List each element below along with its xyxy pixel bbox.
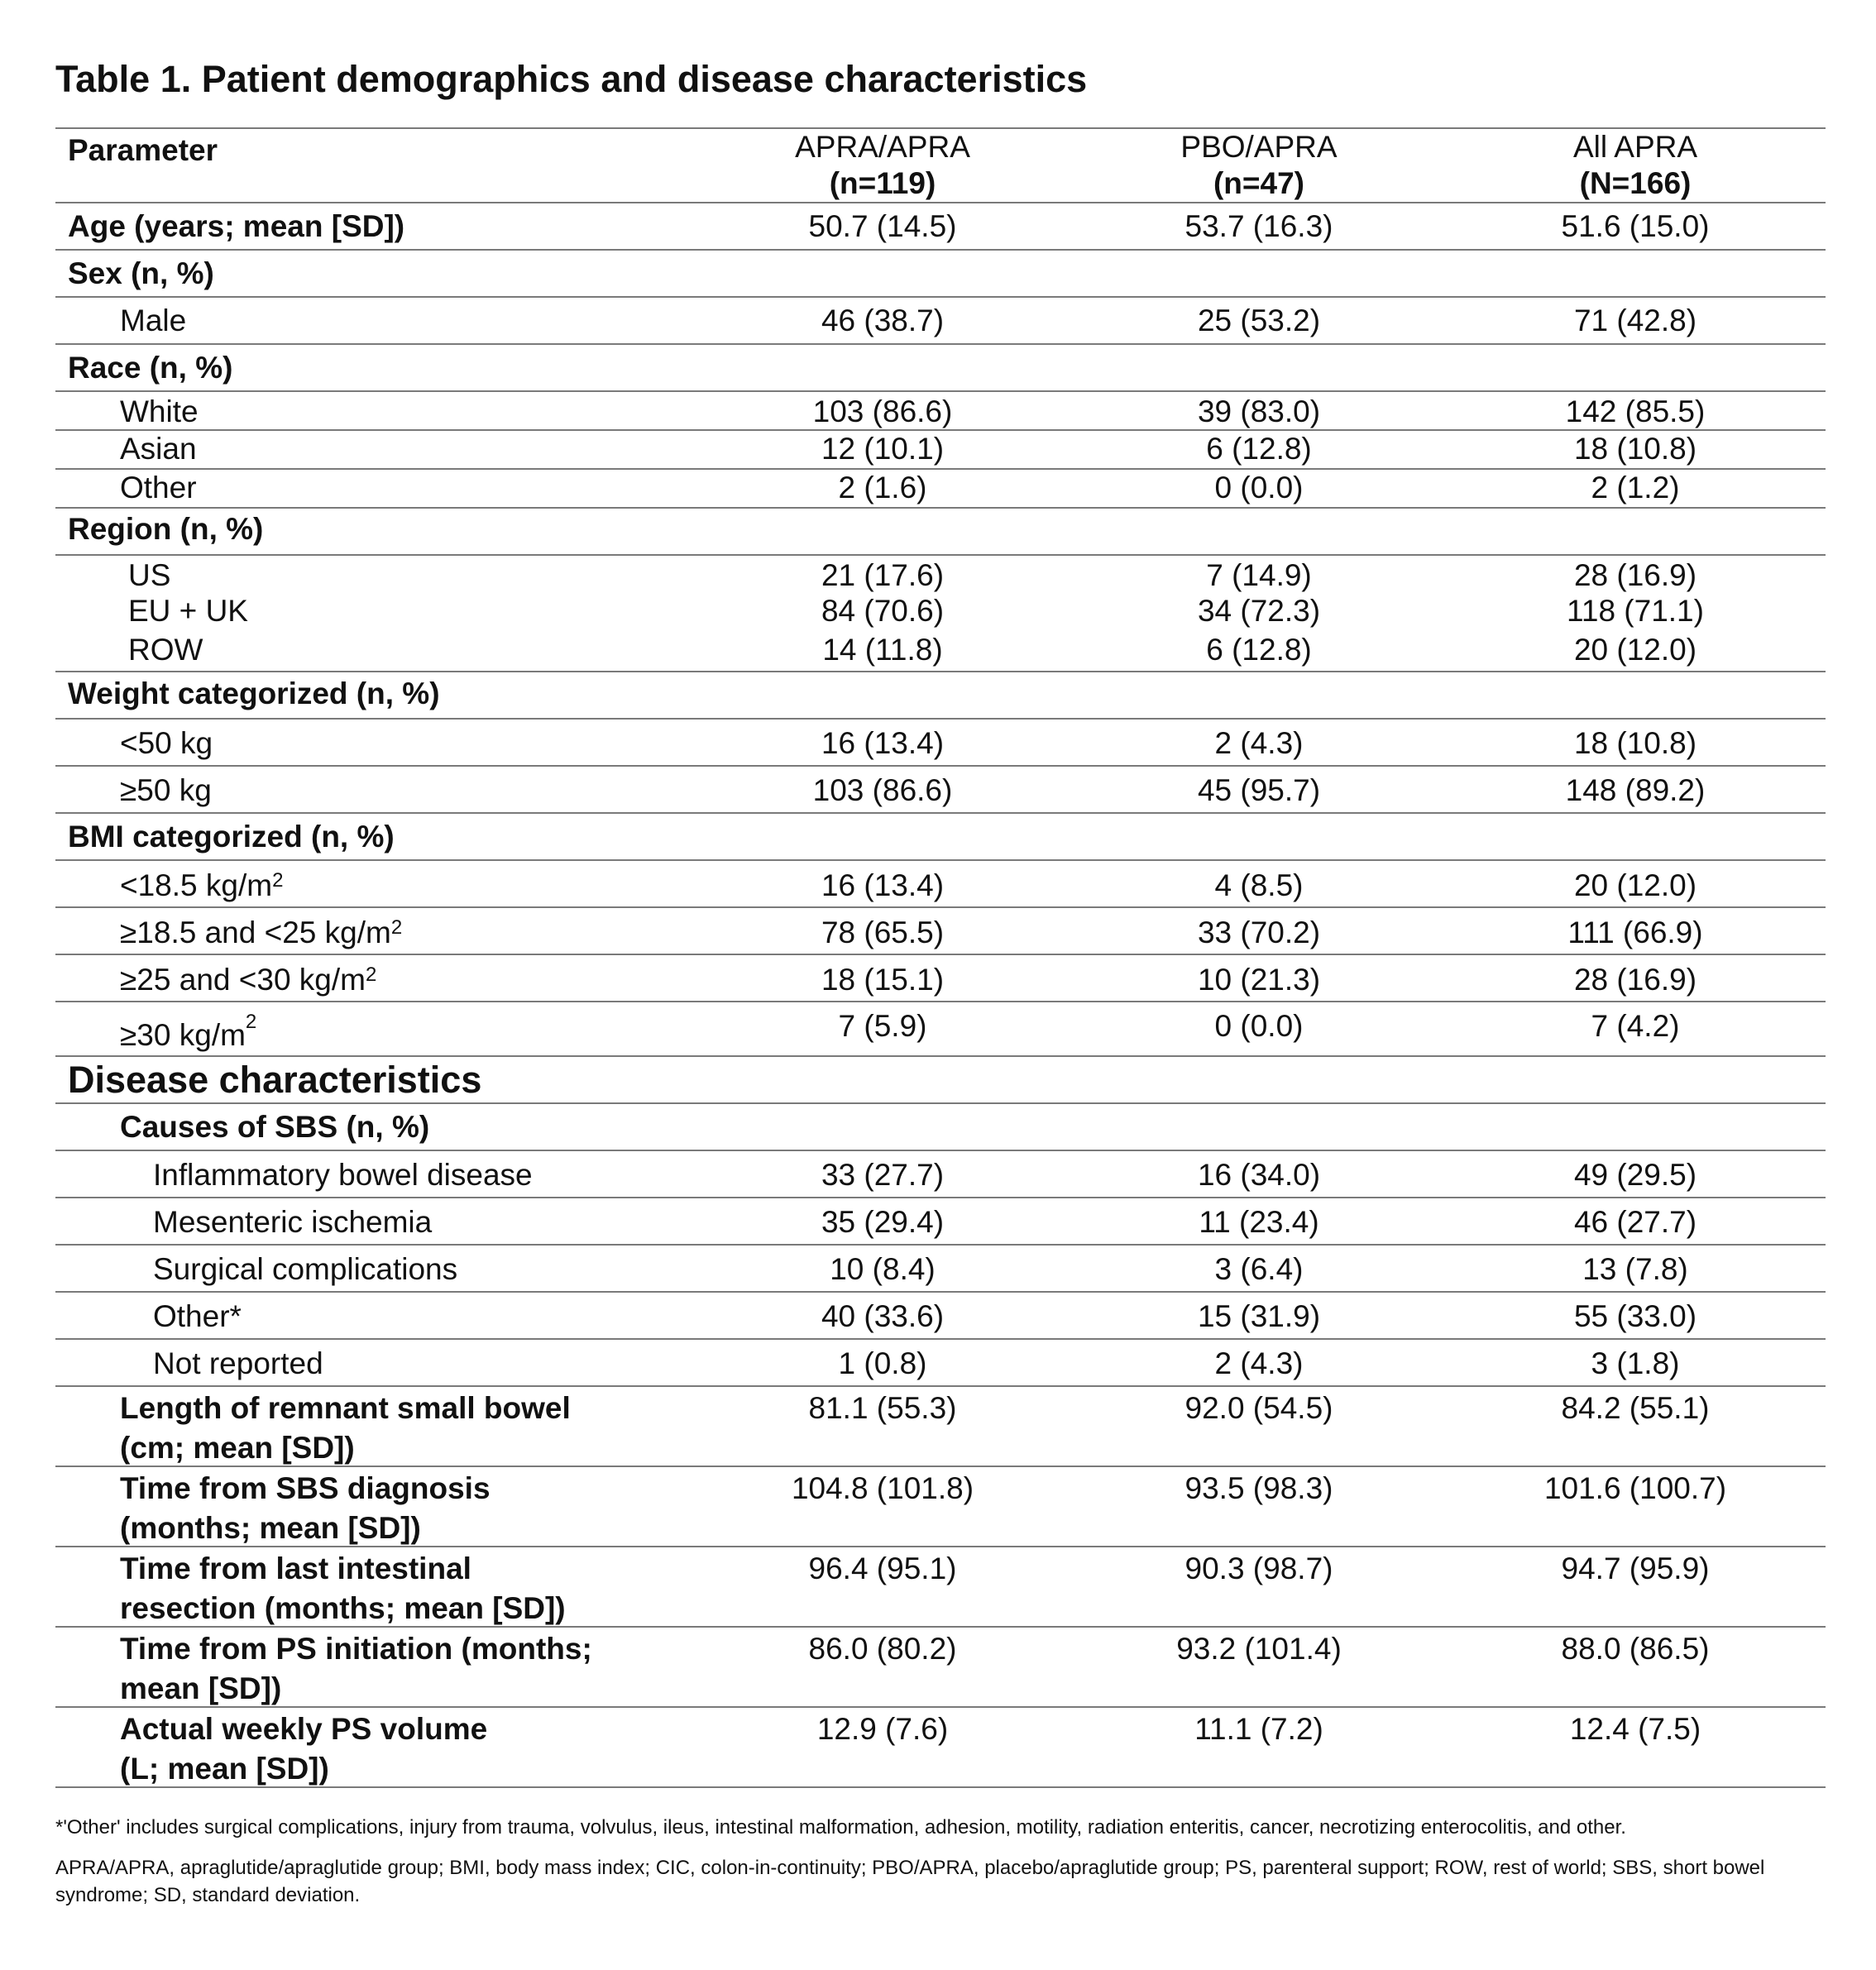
subsection-row: [55, 1102, 1826, 1150]
table-row: [55, 1706, 1826, 1788]
row-label: <50 kg: [120, 726, 213, 760]
row-label-line1: Length of remnant small bowel: [120, 1391, 571, 1425]
superscript: 2: [272, 869, 284, 892]
value-pbo-apra: 4 (8.5): [1214, 868, 1304, 902]
table-row: [55, 554, 1826, 593]
value-apra-apra: 18 (15.1): [821, 963, 945, 997]
table-row: [55, 1338, 1826, 1385]
value-pbo-apra: 25 (53.2): [1197, 304, 1321, 337]
value-all-apra: 101.6 (100.7): [1543, 1471, 1727, 1505]
value-apra-apra: 96.4 (95.1): [808, 1552, 957, 1585]
value-apra-apra: 103 (86.6): [812, 394, 953, 428]
row-label: Other: [120, 471, 197, 504]
value-apra-apra: 50.7 (14.5): [808, 209, 957, 243]
table-row: [55, 1150, 1826, 1197]
row-label: Not reported: [153, 1346, 323, 1380]
value-all-apra: 71 (42.8): [1573, 304, 1697, 337]
value-apra-apra: 12 (10.1): [821, 432, 945, 466]
table-row: [55, 954, 1826, 1001]
value-apra-apra: 78 (65.5): [821, 916, 945, 949]
row-label: [120, 1709, 487, 1789]
row-label-line2: (months; mean [SD]): [120, 1511, 421, 1545]
header-col1-n: (n=119): [829, 166, 936, 200]
value-pbo-apra: 39 (83.0): [1197, 394, 1321, 428]
value-all-apra: 13 (7.8): [1582, 1252, 1688, 1286]
row-label: US: [128, 558, 171, 592]
row-label: Other*: [153, 1299, 242, 1333]
value-pbo-apra: 6 (12.8): [1206, 633, 1312, 667]
row-label-text: ≥25 and <30 kg/m: [120, 963, 366, 997]
table-row: [55, 1546, 1826, 1626]
value-pbo-apra: 90.3 (98.7): [1184, 1552, 1333, 1585]
value-apra-apra: 35 (29.4): [821, 1205, 945, 1239]
section-row: [55, 812, 1826, 859]
header-apra-apra: [692, 129, 1073, 202]
header-all-apra: [1445, 129, 1826, 202]
row-label: Male: [120, 304, 187, 337]
value-pbo-apra: 16 (34.0): [1197, 1158, 1321, 1192]
row-label: [120, 1629, 592, 1709]
row-label: Asian: [120, 432, 197, 466]
header-parameter: Parameter: [68, 133, 218, 167]
header-col3-name: All APRA: [1572, 130, 1698, 164]
row-label: [120, 1469, 491, 1548]
value-pbo-apra: 33 (70.2): [1197, 916, 1321, 949]
value-pbo-apra: 93.2 (101.4): [1176, 1632, 1342, 1666]
row-label: Inflammatory bowel disease: [153, 1158, 533, 1192]
value-all-apra: 49 (29.5): [1573, 1158, 1697, 1192]
table-title: Table 1. Patient demographics and disease characteristics: [55, 58, 1088, 100]
value-apra-apra: 33 (27.7): [821, 1158, 945, 1192]
value-pbo-apra: 0 (0.0): [1214, 471, 1304, 504]
value-pbo-apra: 53.7 (16.3): [1184, 209, 1333, 243]
row-label: Mesenteric ischemia: [153, 1205, 433, 1239]
table-row: [55, 1466, 1826, 1546]
row-label: [120, 960, 376, 1000]
superscript: 2: [365, 963, 377, 986]
section-label: BMI categorized (n, %): [68, 820, 395, 854]
table-row: [55, 390, 1826, 429]
value-all-apra: 148 (89.2): [1565, 773, 1706, 807]
row-label: [120, 913, 402, 953]
value-apra-apra: 46 (38.7): [821, 304, 945, 337]
table-row: [55, 468, 1826, 507]
value-pbo-apra: 7 (14.9): [1206, 558, 1312, 592]
table-row: [55, 296, 1826, 343]
value-all-apra: 3 (1.8): [1591, 1346, 1680, 1380]
row-label: [120, 1389, 571, 1468]
value-apra-apra: 16 (13.4): [821, 868, 945, 902]
value-pbo-apra: 11.1 (7.2): [1194, 1712, 1323, 1746]
table-row: [55, 429, 1826, 468]
row-label-line1: Time from SBS diagnosis: [120, 1471, 491, 1505]
subsection-label: Causes of SBS (n, %): [120, 1110, 430, 1144]
table-row: [55, 1291, 1826, 1338]
value-pbo-apra: 93.5 (98.3): [1184, 1471, 1333, 1505]
value-all-apra: 111 (66.9): [1567, 916, 1703, 949]
value-all-apra: 20 (12.0): [1573, 868, 1697, 902]
row-label-line2: (L; mean [SD]): [120, 1752, 329, 1786]
table-row: [55, 1385, 1826, 1466]
header-pbo-apra: [1069, 129, 1449, 202]
section-row: [55, 249, 1826, 296]
value-pbo-apra: 2 (4.3): [1214, 1346, 1304, 1380]
header-col1-name: APRA/APRA: [795, 130, 970, 164]
row-label-line2: resection (months; mean [SD]): [120, 1591, 566, 1625]
section-label: Sex (n, %): [68, 256, 214, 290]
value-apra-apra: 84 (70.6): [821, 594, 945, 628]
table-row: [55, 1626, 1826, 1706]
value-pbo-apra: 6 (12.8): [1206, 432, 1312, 466]
row-label: ROW: [128, 633, 203, 667]
footnote-abbreviations: APRA/APRA, apraglutide/apraglutide group; BMI, body mass index; CIC, colon-in-continuity; PBO/APRA, placebo/apraglutide group; PS, parenteral support; ROW, rest of world; SBS, short bowel syndrome; SD, standard deviation.: [55, 1857, 1765, 1906]
section-row: [55, 507, 1826, 554]
row-label: Age (years; mean [SD]): [68, 209, 405, 243]
value-apra-apra: 1 (0.8): [838, 1346, 927, 1380]
value-all-apra: 142 (85.5): [1565, 394, 1706, 428]
value-apra-apra: 21 (17.6): [821, 558, 945, 592]
row-label: White: [120, 394, 199, 428]
value-apra-apra: 16 (13.4): [821, 726, 945, 760]
value-pbo-apra: 45 (95.7): [1197, 773, 1321, 807]
value-all-apra: 18 (10.8): [1573, 726, 1697, 760]
superscript: 2: [245, 1011, 257, 1033]
value-all-apra: 55 (33.0): [1573, 1299, 1697, 1333]
value-apra-apra: 14 (11.8): [822, 633, 943, 667]
row-label-text: ≥30 kg/m: [120, 1018, 246, 1052]
value-apra-apra: 104.8 (101.8): [791, 1471, 974, 1505]
row-label-line1: Time from PS initiation (months;: [120, 1632, 592, 1666]
table-row: [55, 859, 1826, 906]
table-row: [55, 1001, 1826, 1055]
value-pbo-apra: 0 (0.0): [1214, 1009, 1304, 1043]
row-label: ≥50 kg: [120, 773, 212, 807]
value-pbo-apra: 10 (21.3): [1197, 963, 1321, 997]
value-apra-apra: 2 (1.6): [838, 471, 927, 504]
value-all-apra: 84.2 (55.1): [1561, 1391, 1710, 1425]
value-all-apra: 20 (12.0): [1573, 633, 1697, 667]
value-all-apra: 28 (16.9): [1573, 963, 1697, 997]
row-label-text: ≥18.5 and <25 kg/m: [120, 916, 391, 949]
section-row: [55, 343, 1826, 390]
section-label: Region (n, %): [68, 512, 264, 546]
section-row: [55, 1055, 1826, 1102]
section-row: [55, 671, 1826, 718]
value-all-apra: 46 (27.7): [1573, 1205, 1697, 1239]
value-apra-apra: 103 (86.6): [812, 773, 953, 807]
value-all-apra: 18 (10.8): [1573, 432, 1697, 466]
row-label: Surgical complications: [153, 1252, 458, 1286]
value-all-apra: 94.7 (95.9): [1561, 1552, 1710, 1585]
value-pbo-apra: 3 (6.4): [1214, 1252, 1304, 1286]
row-label-text: <18.5 kg/m: [120, 868, 273, 902]
header-col2-n: (n=47): [1213, 166, 1304, 200]
value-pbo-apra: 34 (72.3): [1197, 594, 1321, 628]
table-row: [55, 593, 1826, 632]
value-all-apra: 12.4 (7.5): [1569, 1712, 1701, 1746]
table-row: [55, 632, 1826, 671]
table-row: [55, 765, 1826, 812]
table-row: [55, 1197, 1826, 1244]
section-label: Weight categorized (n, %): [68, 677, 440, 710]
value-pbo-apra: 2 (4.3): [1214, 726, 1304, 760]
value-all-apra: 118 (71.1): [1567, 594, 1704, 628]
value-apra-apra: 86.0 (80.2): [808, 1632, 957, 1666]
value-pbo-apra: 15 (31.9): [1197, 1299, 1321, 1333]
table-row: [55, 1244, 1826, 1291]
value-apra-apra: 40 (33.6): [821, 1299, 945, 1333]
value-apra-apra: 10 (8.4): [830, 1252, 936, 1286]
value-all-apra: 2 (1.2): [1591, 471, 1680, 504]
header-col3-n: (N=166): [1579, 166, 1692, 200]
header-col2-name: PBO/APRA: [1180, 130, 1338, 164]
value-all-apra: 51.6 (15.0): [1561, 209, 1710, 243]
value-all-apra: 28 (16.9): [1573, 558, 1697, 592]
value-pbo-apra: 92.0 (54.5): [1184, 1391, 1333, 1425]
superscript: 2: [390, 916, 403, 939]
row-label: [120, 1011, 257, 1055]
value-apra-apra: 12.9 (7.6): [816, 1712, 949, 1746]
value-apra-apra: 81.1 (55.3): [808, 1391, 957, 1425]
row-label: [120, 1549, 566, 1628]
row-label-line2: (cm; mean [SD]): [120, 1431, 355, 1465]
value-pbo-apra: 11 (23.4): [1199, 1205, 1319, 1239]
value-apra-apra: 7 (5.9): [838, 1009, 927, 1043]
table-row: [55, 906, 1826, 954]
row-label-line2: mean [SD]): [120, 1671, 282, 1705]
table-row: [55, 718, 1826, 765]
table-header-row: [55, 127, 1826, 202]
value-all-apra: 7 (4.2): [1591, 1009, 1680, 1043]
table-row: [55, 202, 1826, 249]
row-label-line1: Actual weekly PS volume: [120, 1712, 488, 1746]
row-label: [120, 866, 283, 906]
row-label: EU + UK: [128, 594, 248, 628]
section-label: Disease characteristics: [68, 1059, 482, 1101]
value-all-apra: 88.0 (86.5): [1561, 1632, 1710, 1666]
footnote-other: *'Other' includes surgical complications, injury from trauma, volvulus, ileus, intestinal malformation, adhesion, motility, radiation enteritis, cancer, necrotizing enterocolitis, and other.: [55, 1816, 1626, 1839]
section-label: Race (n, %): [68, 351, 233, 385]
row-label-line1: Time from last intestinal: [120, 1552, 471, 1585]
